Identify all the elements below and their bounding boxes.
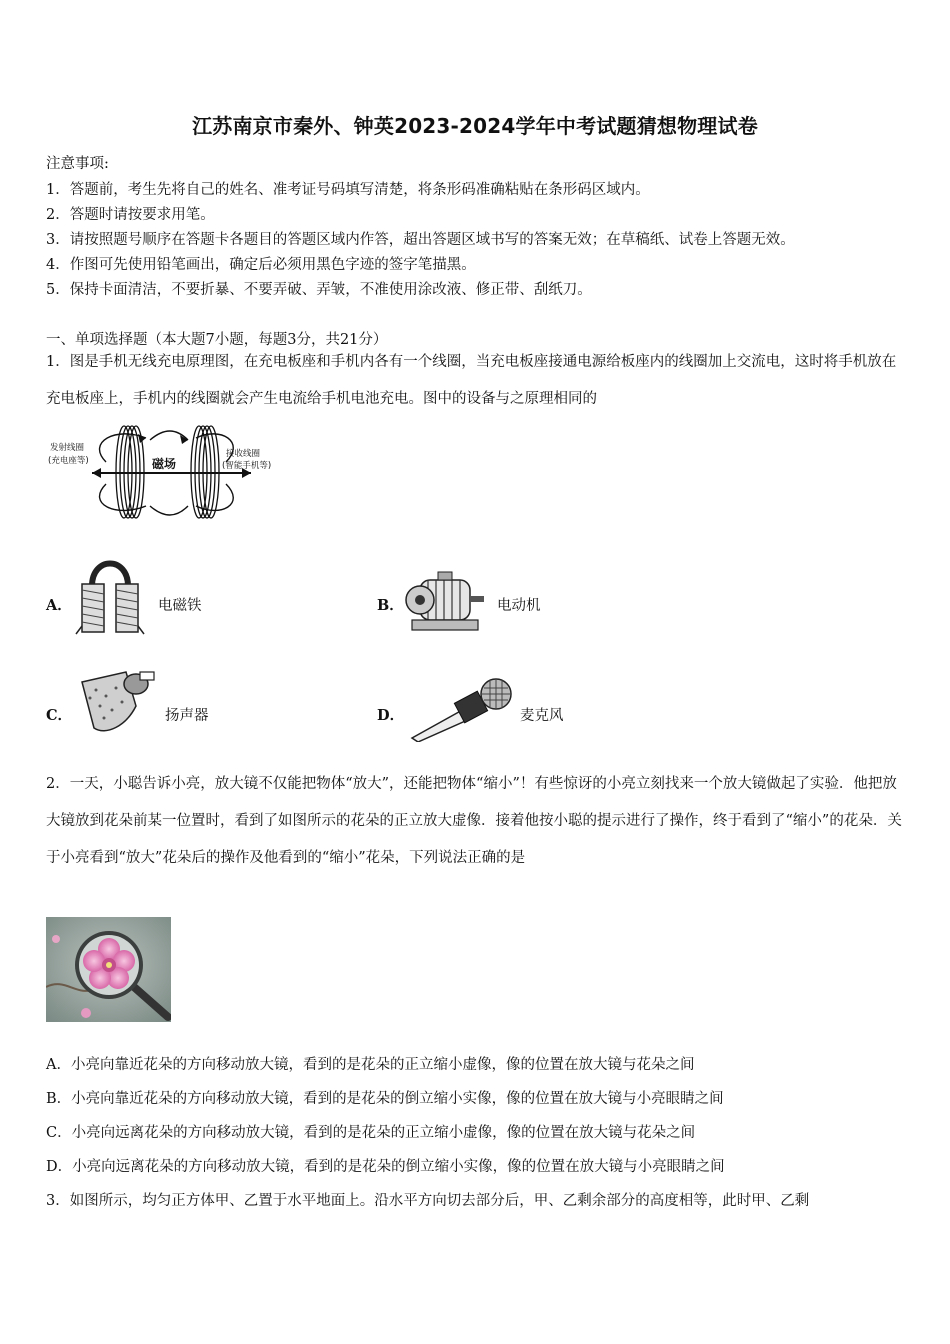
notice-item: 2．答题时请按要求用笔。	[46, 207, 215, 223]
coil-label-left-2: (充电座等)	[48, 456, 89, 466]
option-label: 麦克风	[520, 708, 564, 724]
coil-label-right-2: (智能手机等)	[222, 461, 272, 471]
notice-item: 4．作图可先使用铅笔画出，确定后必须用黑色字迹的签字笔描黑。	[46, 257, 476, 273]
notice-item: 3．请按照题号顺序在答题卡各题目的答题区域内作答，超出答题区域书写的答案无效；在草稿纸、试卷上答题无效。	[46, 232, 795, 248]
microphone-icon	[408, 674, 514, 742]
option-label: 电动机	[497, 598, 541, 614]
option-letter: D．	[377, 707, 405, 724]
page-title: 江苏南京市秦外、钟英2023-2024学年中考试题猜想物理试卷	[192, 114, 758, 138]
option-letter: C．	[46, 707, 73, 724]
notice-item: 1．答题前，考生先将自己的姓名、准考证号码填写清楚，将条形码准确粘贴在条形码区域内。	[46, 182, 650, 198]
option-letter: B．	[377, 597, 404, 614]
speaker-icon	[76, 666, 156, 738]
field-label: 磁场	[152, 457, 177, 471]
electric-motor-icon	[404, 570, 490, 636]
option-label: 电磁铁	[158, 598, 202, 614]
coil-label-right-1: 接收线圈	[226, 449, 261, 459]
option-letter: A．	[46, 597, 72, 614]
option-label: 扬声器	[165, 708, 209, 724]
magnifier-flower-photo	[46, 917, 171, 1022]
question-1-text: 1．图是手机无线充电原理图，在充电板座和手机内各有一个线圈，当充电板座接通电源给板座内的线圈加上交流电，这时将手机放在充电板座上，手机内的线圈就会产生电流给手机电池充电。图中的设备与之原理相同的	[46, 354, 897, 407]
notice-item: 5．保持卡面清洁，不要折暴、不要弄破、弄皱，不准使用涂改液、修正带、刮纸刀。	[46, 282, 592, 298]
question-2-option-d: D．小亮向远离花朵的方向移动放大镜，看到的是花朵的倒立缩小实像，像的位置在放大镜与小亮眼睛之间	[46, 1159, 725, 1175]
electromagnet-icon	[72, 556, 150, 640]
notice-heading: 注意事项:	[46, 156, 109, 172]
coil-label-left-1: 发射线圈	[50, 443, 85, 453]
wireless-charging-diagram	[46, 418, 291, 526]
section-heading: 一、单项选择题（本大题7小题，每题3分，共21分）	[46, 332, 388, 348]
question-2-option-c: C．小亮向远离花朵的方向移动放大镜，看到的是花朵的正立缩小虚像，像的位置在放大镜与花朵之间	[46, 1125, 696, 1141]
question-2-option-b: B．小亮向靠近花朵的方向移动放大镜，看到的是花朵的倒立缩小实像，像的位置在放大镜与小亮眼睛之间	[46, 1091, 724, 1107]
question-2-option-a: A．小亮向靠近花朵的方向移动放大镜，看到的是花朵的正立缩小虚像，像的位置在放大镜与花朵之间	[46, 1057, 695, 1073]
question-2-text: 2．一天，小聪告诉小亮，放大镜不仅能把物体“放大”，还能把物体“缩小”！有些惊讶的小亮立刻找来一个放大镜做起了实验．他把放大镜放到花朵前某一位置时，看到了如图所示的花朵的正立放大虚像．接着他按小聪的提示进行了操作，终于看到了“缩小”的花朵．关于小亮看到“放大”花朵后的操作及他看到的“缩小”花朵，下列说法正确的是	[46, 776, 902, 866]
question-3-text: 3．如图所示，均匀正方体甲、乙置于水平地面上。沿水平方向切去部分后，甲、乙剩余部分的高度相等，此时甲、乙剩	[46, 1193, 810, 1209]
